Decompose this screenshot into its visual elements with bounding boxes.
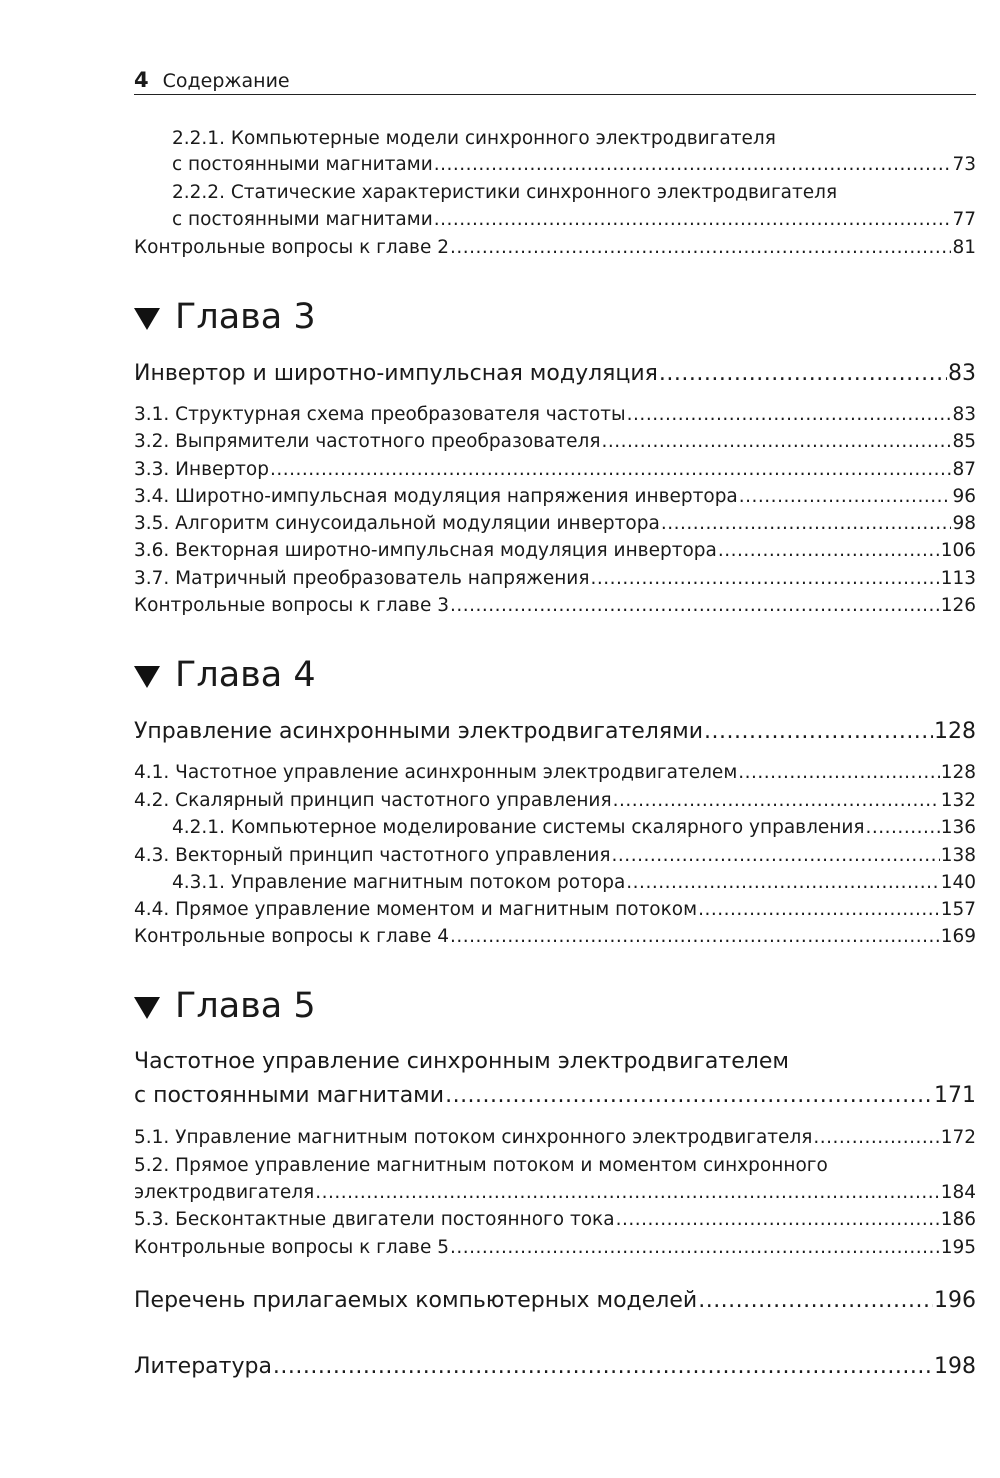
toc-literature[interactable] — [134, 1354, 976, 1379]
toc-page-number: 169 — [940, 926, 976, 947]
toc-entry-5-3[interactable] — [134, 1209, 976, 1230]
toc-entry-3-3[interactable] — [134, 459, 976, 480]
leader-dots — [738, 762, 939, 783]
toc-page-number: 106 — [940, 540, 976, 561]
toc-page-number: 126 — [940, 595, 976, 616]
toc-entry-questions-2[interactable] — [134, 237, 976, 258]
toc-entry-questions-3[interactable] — [134, 595, 976, 616]
toc-entry-text: 3.6. Векторная широтно-импульсная модуляция инвертора — [134, 540, 717, 561]
toc-page-number: 136 — [940, 817, 976, 838]
triangle-down-icon — [134, 666, 160, 688]
leader-dots — [616, 1209, 940, 1230]
toc-entry-text: 5.1. Управление магнитным потоком синхронного электродвигателя — [134, 1127, 813, 1148]
toc-chapter-3-title[interactable] — [134, 361, 976, 386]
toc-page-number: 186 — [940, 1209, 976, 1230]
leader-dots — [445, 1083, 933, 1108]
toc-entry-text: Литература — [134, 1354, 272, 1379]
header-rule — [134, 94, 976, 95]
toc-chapter-5-title[interactable] — [134, 1083, 976, 1108]
toc-entry-text: 3.4. Широтно-импульсная модуляция напряжения инвертора — [134, 486, 738, 507]
toc-entry-4-4[interactable] — [134, 899, 976, 920]
toc-page-number: 184 — [940, 1182, 976, 1203]
toc-entry-2-2-2-line1: 2.2.2. Статические характеристики синхронного электродвигателя — [172, 182, 838, 203]
toc-entry-text: Инвертор и широтно-импульсная модуляция — [134, 361, 658, 386]
toc-chapter-4-title[interactable] — [134, 719, 976, 744]
toc-entry-text: 4.2.1. Компьютерное моделирование системы скалярного управления — [172, 817, 865, 838]
toc-entry-2-2-1-line1: 2.2.1. Компьютерные модели синхронного электродвигателя — [172, 128, 776, 149]
toc-entry-text: 4.1. Частотное управление асинхронным электродвигателем — [134, 762, 738, 783]
leader-dots — [739, 486, 952, 507]
toc-entry-text: 3.5. Алгоритм синусоидальной модуляции инвертора — [134, 513, 660, 534]
toc-entry-5-2-line1: 5.2. Прямое управление магнитным потоком и моментом синхронного — [134, 1155, 828, 1176]
toc-entry-text: Контрольные вопросы к главе 5 — [134, 1237, 449, 1258]
chapter-5-heading — [134, 986, 316, 1026]
toc-entry-text: 4.3. Векторный принцип частотного управления — [134, 845, 611, 866]
toc-page-number: 83 — [952, 404, 976, 425]
toc-page-number: 85 — [952, 431, 976, 452]
leader-dots — [270, 459, 951, 480]
leader-dots — [813, 1127, 939, 1148]
toc-page-number: 128 — [934, 719, 976, 744]
leader-dots — [613, 790, 940, 811]
leader-dots — [450, 595, 940, 616]
toc-entry-text: с постоянными магнитами — [172, 154, 433, 175]
toc-page-number: 73 — [952, 154, 976, 175]
toc-entry-questions-5[interactable] — [134, 1237, 976, 1258]
toc-entry-text: Перечень прилагаемых компьютерных моделей — [134, 1288, 698, 1313]
toc-entry-3-7[interactable] — [134, 568, 976, 589]
leader-dots — [450, 237, 951, 258]
toc-entry-4-3-1[interactable] — [172, 872, 976, 893]
chapter-heading-text: Глава 5 — [175, 986, 316, 1026]
toc-entry-2-2-2[interactable] — [172, 209, 976, 230]
toc-page-number: 140 — [940, 872, 976, 893]
leader-dots — [626, 872, 939, 893]
leader-dots — [612, 845, 940, 866]
toc-page-number: 83 — [948, 361, 976, 386]
toc-entry-text: с постоянными магнитами — [134, 1083, 445, 1108]
toc-entry-text: Контрольные вопросы к главе 3 — [134, 595, 449, 616]
toc-entry-3-4[interactable] — [134, 486, 976, 507]
triangle-down-icon — [134, 308, 160, 330]
leader-dots — [273, 1354, 933, 1379]
toc-page-number: 77 — [952, 209, 976, 230]
toc-entry-3-1[interactable] — [134, 404, 976, 425]
toc-entry-text: 4.2. Скалярный принцип частотного управления — [134, 790, 612, 811]
toc-entry-text: 3.1. Структурная схема преобразователя частоты — [134, 404, 626, 425]
toc-page-number: 132 — [940, 790, 976, 811]
toc-entry-text: 3.7. Матричный преобразователь напряжения — [134, 568, 590, 589]
page-number: 4 — [134, 68, 149, 92]
toc-page-number: 198 — [934, 1354, 976, 1379]
toc-entry-text: 4.4. Прямое управление моментом и магнитным потоком — [134, 899, 698, 920]
toc-entry-4-3[interactable] — [134, 845, 976, 866]
chapter-heading-text: Глава 3 — [175, 297, 316, 337]
running-header — [134, 68, 290, 92]
chapter-4-heading — [134, 655, 316, 695]
toc-entry-4-2-1[interactable] — [172, 817, 976, 838]
leader-dots — [602, 431, 952, 452]
chapter-3-heading — [134, 297, 316, 337]
toc-entry-5-2[interactable] — [134, 1182, 976, 1203]
toc-entry-4-1[interactable] — [134, 762, 976, 783]
toc-entry-text: Контрольные вопросы к главе 4 — [134, 926, 449, 947]
toc-entry-3-5[interactable] — [134, 513, 976, 534]
leader-dots — [590, 568, 939, 589]
triangle-down-icon — [134, 997, 160, 1019]
toc-page-number: 96 — [952, 486, 976, 507]
toc-entry-text: 3.2. Выпрямители частотного преобразователя — [134, 431, 601, 452]
toc-entry-4-2[interactable] — [134, 790, 976, 811]
toc-page-number: 171 — [934, 1083, 976, 1108]
leader-dots — [315, 1182, 939, 1203]
toc-page-number: 113 — [940, 568, 976, 589]
toc-page-number: 172 — [940, 1127, 976, 1148]
toc-entry-3-6[interactable] — [134, 540, 976, 561]
toc-chapter-5-title-line1: Частотное управление синхронным электродвигателем — [134, 1049, 789, 1074]
toc-entry-text: Управление асинхронными электродвигателями — [134, 719, 703, 744]
leader-dots — [718, 540, 940, 561]
toc-page-number: 128 — [940, 762, 976, 783]
toc-page-number: 157 — [940, 899, 976, 920]
toc-entry-2-2-1[interactable] — [172, 154, 976, 175]
leader-dots — [661, 513, 952, 534]
header-title: Содержание — [162, 70, 290, 92]
leader-dots — [866, 817, 940, 838]
toc-entry-text: электродвигателя — [134, 1182, 315, 1203]
toc-page-number: 138 — [940, 845, 976, 866]
leader-dots — [704, 719, 933, 744]
toc-entry-text: 4.3.1. Управление магнитным потоком ротора — [172, 872, 626, 893]
leader-dots — [698, 899, 940, 920]
chapter-heading-text: Глава 4 — [175, 655, 316, 695]
toc-entry-text: 3.3. Инвертор — [134, 459, 269, 480]
toc-entry-5-1[interactable] — [134, 1127, 976, 1148]
toc-page-number: 81 — [952, 237, 976, 258]
toc-page-number: 98 — [952, 513, 976, 534]
toc-entry-3-2[interactable] — [134, 431, 976, 452]
toc-page-number: 87 — [952, 459, 976, 480]
leader-dots — [698, 1288, 933, 1313]
leader-dots — [627, 404, 952, 425]
toc-page-number: 195 — [940, 1237, 976, 1258]
leader-dots — [434, 209, 952, 230]
leader-dots — [434, 154, 952, 175]
toc-entry-text: 5.3. Бесконтактные двигатели постоянного тока — [134, 1209, 615, 1230]
leader-dots — [450, 1237, 940, 1258]
toc-entry-questions-4[interactable] — [134, 926, 976, 947]
toc-page-number: 196 — [934, 1288, 976, 1313]
toc-entry-text: с постоянными магнитами — [172, 209, 433, 230]
leader-dots — [659, 361, 947, 386]
leader-dots — [450, 926, 940, 947]
toc-entry-text: Контрольные вопросы к главе 2 — [134, 237, 449, 258]
toc-computer-models[interactable] — [134, 1288, 976, 1313]
